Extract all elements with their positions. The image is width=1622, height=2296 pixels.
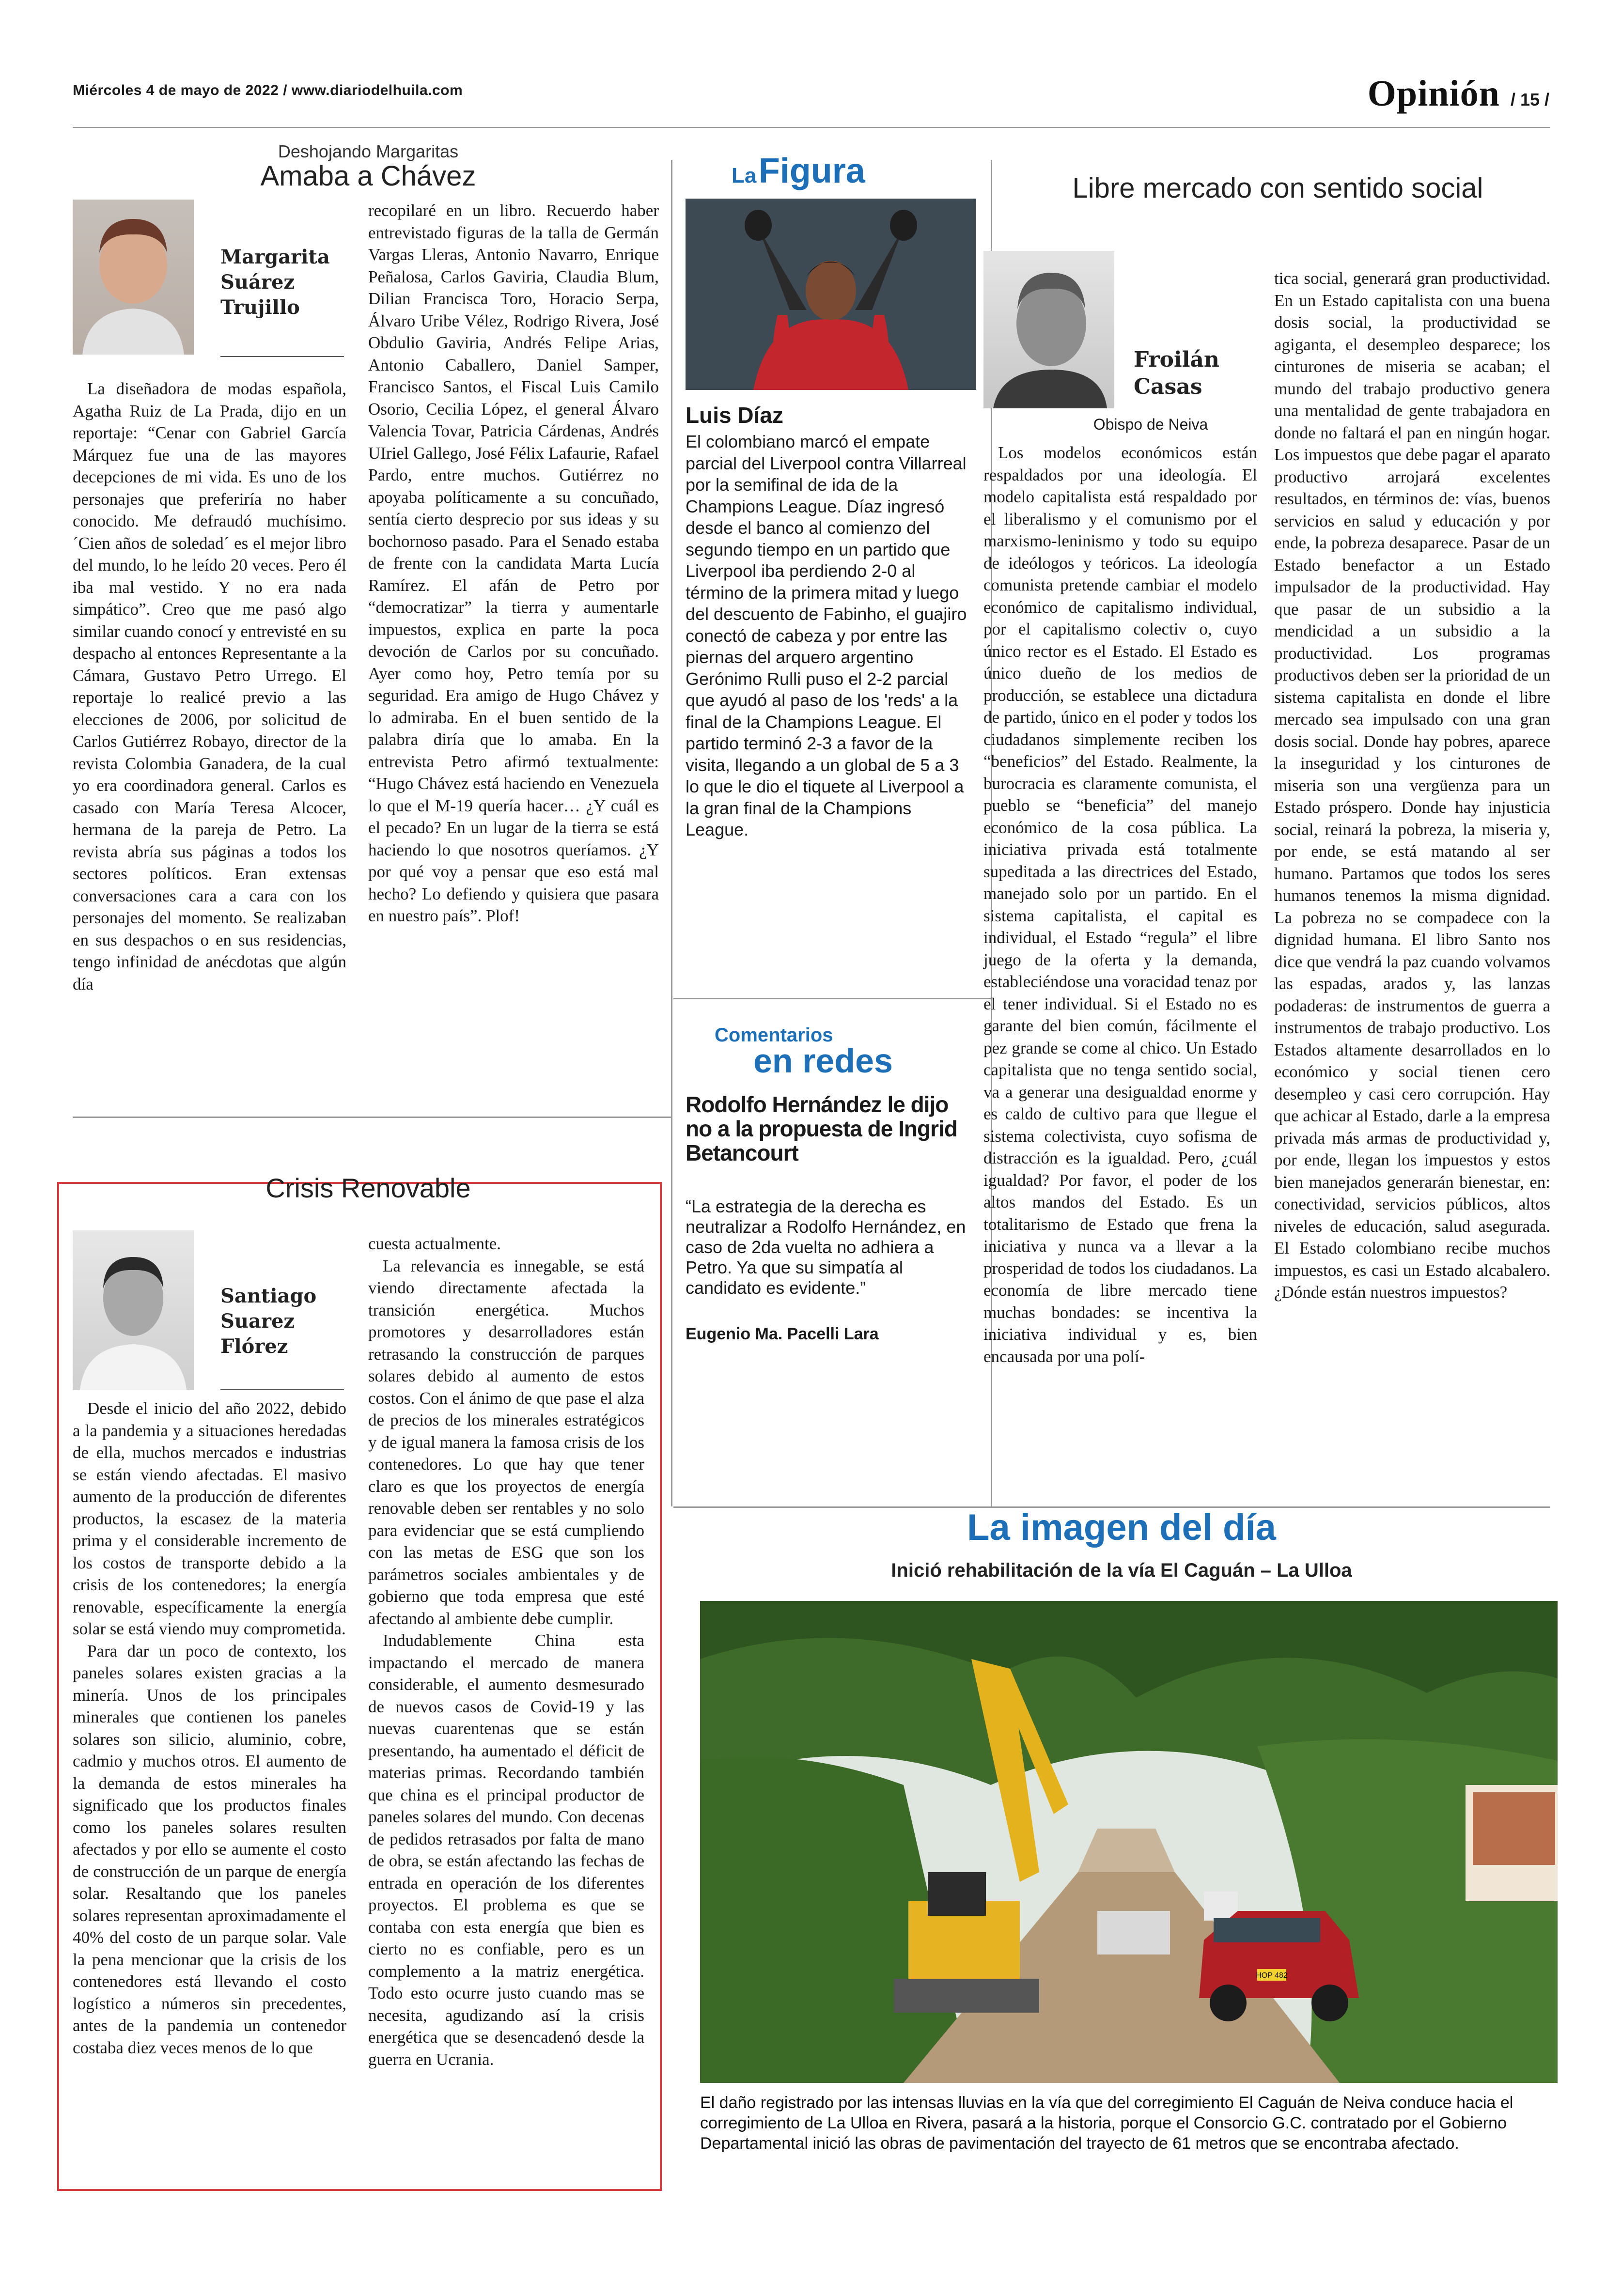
- author-rule: [220, 356, 344, 357]
- author-photo: [983, 251, 1114, 408]
- author-rule: [220, 1389, 344, 1390]
- article-column-2: [368, 1233, 644, 2070]
- paragraph: recopilaré en un libro. Recuerdo haber entrevistado figuras de la talla de Germán Vargas Lleras, Antonio Navarro, Enrique Peñalosa, Carlos Gaviria, Claudia Blum, Dilian Francisca Toro, Horacio Serpa, Álvaro Uribe Vélez, Rodrigo Rivera, José Obdulio Gaviria, Andrés Felipe Arias, Antonio Caballero, Daniel Samper, Francisco Santos, el Fiscal Luis Camilo Osorio, Cecilia López, el general Álvaro Valencia Tovar, Patricia Cárdenas, Andrés UIriel Gallego, José Félix Lafaurie, Rafael Pardo, entre muchos. Gutiérrez no apoyaba políticamente a su concuñado, sentía cierto desprecio por sus ideas y su bochornoso pasado. Para el Senado estaba de frente con la candidata Marta Lucía Ramírez. El afán de Petro por “democratizar” la tierra y aumentarle impuestos, explica en parte la poca devoción de Carlos por su concuñado. Ayer como hoy, Petro temía por su seguridad. Era amigo de Hugo Chávez y lo admiraba. En el buen sentido de la palabra diría que lo amaba. En la entrevista Petro afirmó textualmente: “Hugo Chávez está haciendo en Venezuela lo que el M-19 quería hacer… ¿Y cuál es el pecado? En un lugar de la tierra se está haciendo lo que nosotros queríamos. ¿Y por qué voy a pensar que eso está mal hecho? Lo defiendo y quisiera que pasara en nuestro país”. Plof!: [368, 201, 659, 925]
- article-title: Crisis Renovable: [265, 1173, 471, 1203]
- paragraph: Indudablemente China esta impactando el mercado de manera considerable, el aumento desmesurado de nuevos casos de Covid-19 y las nuevas cuarentenas que se están presentando, ha aumentado el déficit de materias primas. Recordando también que china es el principal productor de paneles solares del mundo. Con decenas de pedidos retrasados por falta de mano de obra, se están afectando las fechas de entrada en operación de los diferentes proyectos. El problema es que se contaba con esta energía que bien es cierto no es confiable, pero es un complemento a la matriz energética. Todo esto ocurre justo cuando mas se necesita, agudizando así la crisis energética que se desencadenó desde la guerra en Ucrania.: [368, 1631, 644, 2069]
- road-rehabilitation-scene-icon: [700, 1601, 1558, 2083]
- imagen-title: La imagen del día: [967, 1507, 1276, 1548]
- paragraph: La diseñadora de modas española, Agatha Ruiz de La Prada, dijo en un reportaje: “Cenar con Gabriel García Márquez fue una de las mayores decepciones de mi vida. Es uno de los personajes que preferiría no haber conocido. Me defraudó muchísimo. ´Cien años de soledad´ es el mejor libro del mundo, lo he leído 20 veces. Pero él iba mal vestido. Y no era nada simpático”. Creo que me pasó algo similar cuando conocí y entrevisté en su despacho al entonces Representante a la Cámara, Gustavo Petro Urrego. El reportaje lo realicé previo a las elecciones de 2006, por solicitud de Carlos Gutiérrez Robayo, director de la revista Colombia Ganadera, de la cual yo era coordinadora general. Carlos es casado con María Teresa Alcocer, hermana de la pareja de Petro. La revista abría sus páginas a todos los sectores políticos. Eran extensas conversaciones cara a cara con los personajes del momento. Se realizaban en sus despachos o en sus residencias, tengo infinidad de anécdotas que algún día: [73, 379, 346, 993]
- column-divider-left: [671, 160, 672, 1506]
- author-photo: [73, 1230, 194, 1390]
- article-column-1: [983, 442, 1257, 1367]
- paragraph: Desde el inicio del año 2022, debido a la pandemia y a situaciones heredadas de ella, muchos mercados e industrias se están viendo afectadas. El masivo aumento de la producción de diferentes productos, la escasez de la materia prima y el considerable incremento de los costos de transporte debido a la crisis de los contenedores; la energía renovable, específicamente la energía solar se está viendo muy comprometida.: [73, 1399, 346, 1638]
- page-number: / 15 /: [1510, 90, 1549, 109]
- player-name: Luis Díaz: [686, 403, 783, 428]
- paragraph: Para dar un poco de contexto, los paneles solares existen gracias a la minería. Unos de los principales minerales que contienen los paneles solares son silicio, aluminio, cobre, cadmio y muchos otros. El aumento de la demanda de estos minerales ha significado que los productos finales como los paneles solares resulten afectados y por ello se aumente el costo de construcción de un parque de energía solar. Resaltando que los paneles solares representan aproximadamente el 40% del costo de un parque solar. Vale la pena mencionar que la crisis de los contenedores está llevando el costo logístico a números sin precedentes, antes de la pandemia un contenedor costaba diez veces menos de lo que: [73, 1641, 346, 2057]
- divider-amaba-crisis: [73, 1117, 671, 1118]
- author-name: Santiago Suarez Flórez: [220, 1285, 317, 1358]
- redes-label-big: en redes: [753, 1042, 893, 1080]
- section-title: Opinión: [1367, 73, 1500, 114]
- author-portrait-icon: [73, 200, 194, 355]
- player-celebrating-icon: [686, 199, 976, 390]
- paragraph: La relevancia es innegable, se está viendo directamente afectada la transición energética. Muchos promotores y desarrolladores están retrasando la construcción de parques solares debido al aumento de estos costos. Con el ánimo de que pase el alza de precios de los minerales estratégicos y de igual manera la famosa crisis de los contenedores. Lo que hay que tener claro es que los proyectos de energía renovable deben ser rentables y no solo para evidenciar que se está cumpliendo con las metas de ESG que son los parámetros sociales ambientales y de gobierno que toda empresa que esté afectando al ambiente debe cumplir.: [368, 1256, 644, 1628]
- article-column-1: [73, 1397, 346, 2059]
- divider-figura-redes: [673, 998, 991, 999]
- author-portrait-icon: [73, 1230, 194, 1390]
- redes-label-small: Comentarios: [715, 1024, 833, 1046]
- paragraph: Los modelos económicos están respaldados por una ideología. El modelo capitalista está respaldado por el liberalismo y el comunismo por el marxismo-leninismo y todo su equipo de ideólogos y teóricos. La ideología comunista pretende cambiar el modelo económico de capitalismo individual, por el capitalismo colectiv o, cuyo único rector es el Estado. El Estado es único dueño de los medios de producción, se establece una dictadura de partido, único en el poder y todos los ciudadanos simplemente reciben los “beneficios” del Estado. Realmente, la burocracia es claramente comunista, el pueblo se “beneficia” del manejo económico de la cosa pública. La iniciativa privada está totalmente supeditada a las directrices del Estado, manejado solo por un partido. En el sistema capitalista, el capital es individual, el Estado “regula” el libre juego de la oferta y la demanda, estableciéndose una voracidad tenaz por el tener individual. Si el Estado no es garante del bien común, fácilmente el pez grande se come al chico. Un Estado capitalista que no tenga sentido social, va a generar una desigualdad enorme y es caldo de cultivo para que llegue el sistema colectivista, cuyo sofisma de distracción es la igualdad. Pero, ¿cuál igualdad? Por favor, el poder de los altos mandos del Estado. Es un totalitarismo de Estado que frena la iniciativa y nunca va a llevar a la prosperidad de todos los ciudadanos. La economía de libre mercado tiene muchas bondades: se incentiva la iniciativa individual y es, bien encausada por una polí-: [983, 443, 1257, 1366]
- article-title: Libre mercado con sentido social: [1072, 172, 1483, 204]
- header-rule: [73, 127, 1550, 128]
- paragraph: cuesta actualmente.: [368, 1234, 501, 1253]
- redes-source: Eugenio Ma. Pacelli Lara: [686, 1325, 879, 1343]
- header-section: [1368, 73, 1549, 115]
- author-photo: [73, 200, 194, 355]
- imagen-subtitle: Inició rehabilitación de la vía El Caguán – La Ulloa: [891, 1560, 1352, 1581]
- road-work-photo: [700, 1601, 1558, 2083]
- author-portrait-icon: [983, 251, 1114, 408]
- author-name: Froilán Casas: [1134, 347, 1219, 399]
- redes-quote: “La estrategia de la derecha es neutralizar a Rodolfo Hernández, en caso de 2da vuelta no adhiera a Petro. Ya que su simpatía al candidato es evidente.”: [686, 1196, 966, 1298]
- article-column-2: [368, 200, 659, 927]
- header-date-site: Miércoles 4 de mayo de 2022 / www.diariodelhuila.com: [73, 82, 463, 98]
- article-title: Amaba a Chávez: [260, 160, 476, 192]
- article-column-1: [73, 378, 346, 995]
- article-column-2: [1274, 267, 1550, 1303]
- redes-headline: Rodolfo Hernández le dijo no a la propuesta de Ingrid Betancourt: [686, 1092, 957, 1165]
- player-photo: [686, 199, 976, 390]
- paragraph: tica social, generará gran productividad. En un Estado capitalista con una buena dosis social, la productividad se agiganta, el desempleo desparece; los cinturones de miseria se acaban; el mundo del trabajo productivo genera una mentalidad de gente trabajadora en donde no faltará el pan en ningún hogar. Los impuestos que debe pagar el aparato productivo arrojará excelentes resultados, en términos de: vías, buenos servicios en salud y educación y por ende, la pobreza desaparece. Pasar de un Estado benefactor a un Estado impulsador de la productividad. Hay que pasar de un subsidio a la mendicidad a un subsidio a la productividad. Los programas productivos deben ser la prioridad de un sistema capitalista en donde el libre mercado sea impulsado con una gran dosis social. Donde hay pobres, aparece la inseguridad y los cinturones de miseria son una vergüenza para un Estado próspero. Donde hay injusticia social, reinará la pobreza, la miseria y, por ende, se está matando al ser humano. Partamos que todos los seres humanos tenemos la misma dignidad. La pobreza no se compadece con la dignidad humana. El libro Santo nos dice que vendrá la paz cuando volvamos las espadas, arados y, las lanzas podaderas: de instrumentos de guerra a instrumentos de trabajo productivo. Los Estados altamente desarrollados en lo económico y social tienen cero desempleo y casi cero corrupción. Hay que achicar al Estado, darle a la empresa privada más armas de productividad y, por ende, llegan los impuestos y estos bien manejados generarán bienestar, en: conectividad, servicios públicos, altos niveles de educación, salud asegurada. El Estado colombiano recibe muchos impuestos, es casi un Estado alcabalero. ¿Dónde están nuestros impuestos?: [1274, 269, 1550, 1302]
- imagen-caption: El daño registrado por las intensas lluvias en la vía que del corregimiento El Caguán de Neiva conduce hacia el corregimiento de La Ulloa en Rivera, pasará a la historia, porque el Consorcio G.C. contratado por el Gobierno Departamental inició las obras de pavimentación del trayecto de 61 metros que se encontraba afectado.: [700, 2094, 1513, 2153]
- plate-text: HOP 482: [1256, 1971, 1288, 1980]
- figura-title: La Figura: [732, 152, 865, 190]
- figura-text: El colombiano marcó el empate parcial del Liverpool contra Villarreal por la semifinal de ida de la Champions League. Díaz ingresó desde el banco al comienzo del segundo tiempo en un partido que Liverpool iba perdiendo 2-0 al término de la primera mitad y luego del descuento de Fabinho, el guajiro conectó de cabeza y por entre las piernas del arquero argentino Gerónimo Rulli puso el 2-2 parcial que ayudó al paso de los 'reds' a la final de la Champions League. El partido terminó 2-3 a favor de la visita, llegando a un global de 5 a 3 lo que le dio el tiquete al Liverpool a la gran final de la Champions League.: [686, 432, 967, 839]
- author-role: Obispo de Neiva: [1093, 416, 1208, 433]
- author-name: Margarita Suárez Trujillo: [220, 246, 330, 319]
- article-kicker: Deshojando Margaritas: [278, 141, 459, 161]
